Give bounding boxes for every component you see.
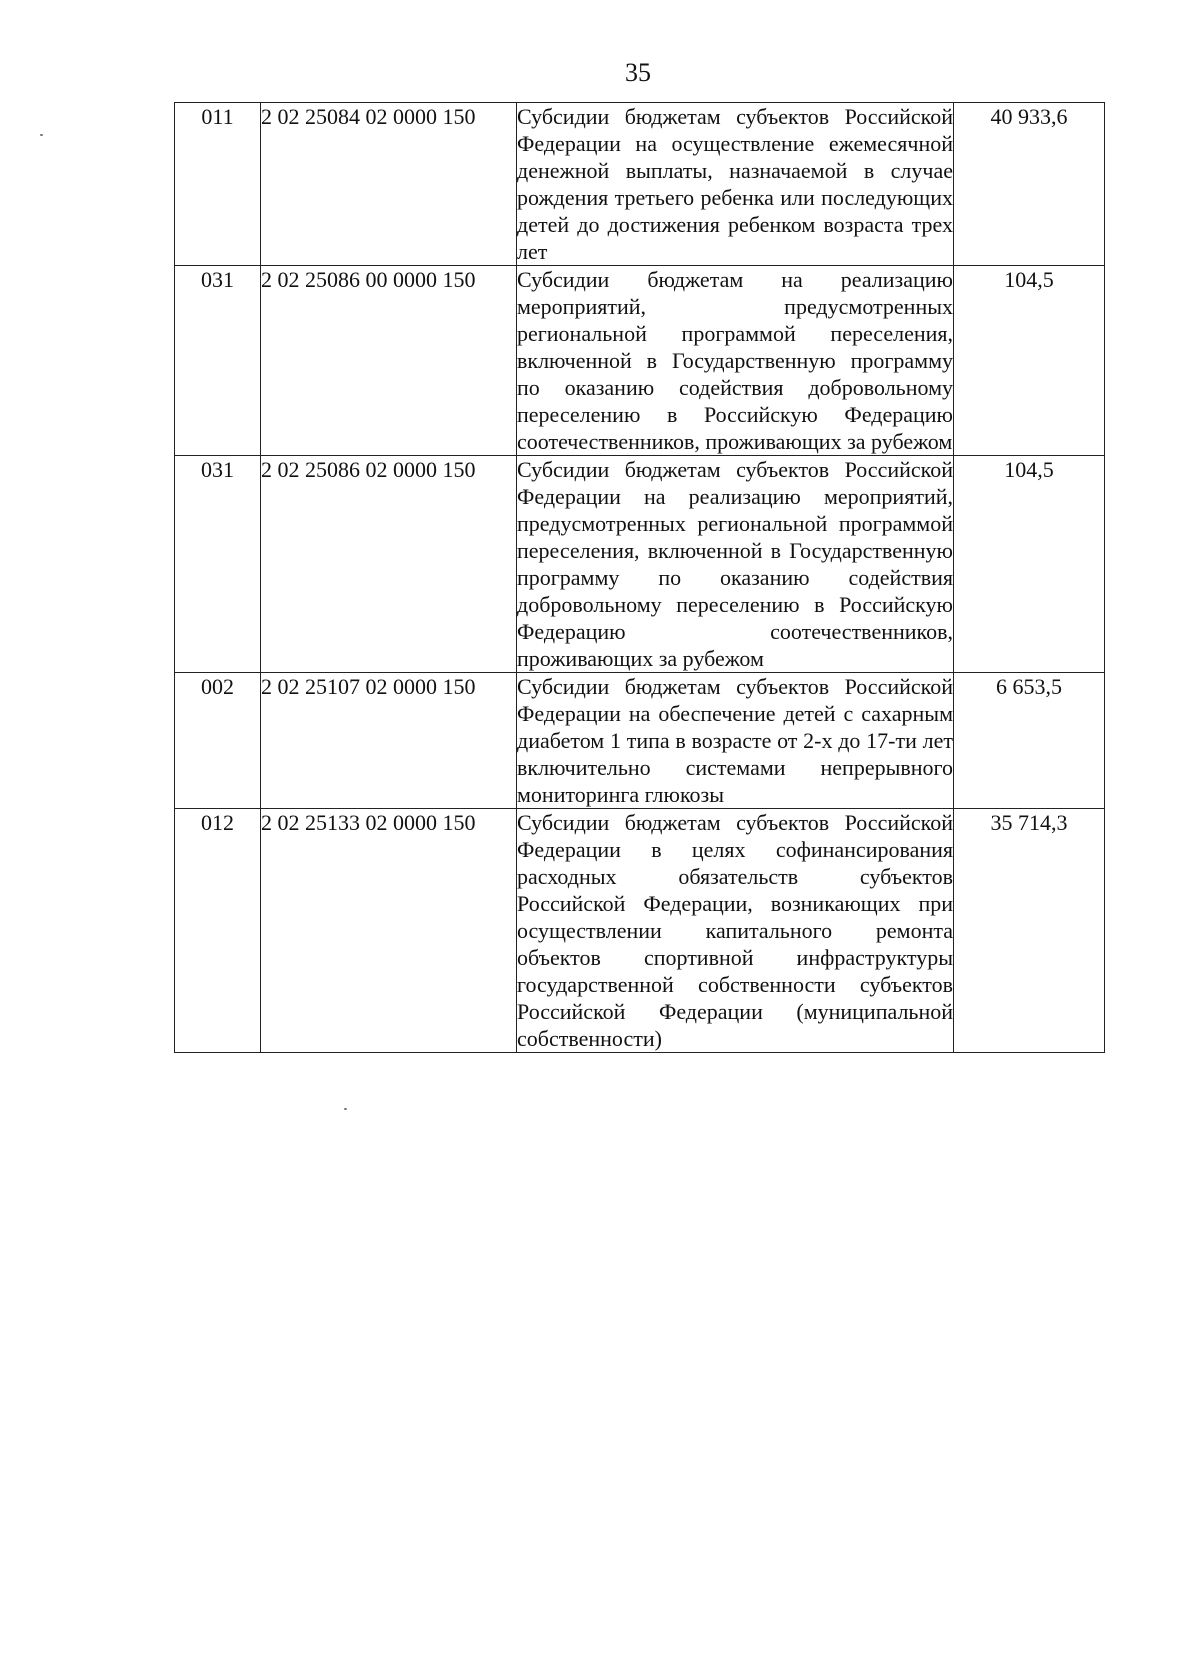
amount-cell: 35 714,3: [954, 809, 1105, 1053]
scan-speck: [40, 134, 43, 136]
classification-code-cell: 2 02 25133 02 0000 150: [261, 809, 517, 1053]
scan-speck: [344, 1108, 347, 1110]
amount-cell: 104,5: [954, 456, 1105, 673]
revenue-name-cell: Субсидии бюджетам на реализацию мероприятий, предусмотренных региональной программой переселения, включенной в Государственную программу по оказанию содействия добровольному переселению в Российскую Федерацию соотечественников, проживающих за рубежом: [517, 267, 953, 454]
budget-table: [174, 102, 1105, 1053]
table-row: [175, 103, 1105, 266]
revenue-name-cell: Субсидии бюджетам субъектов Российской Федерации на обеспечение детей с сахарным диабетом 1 типа в возрасте от 2-х до 17-ти лет включительно системами непрерывного мониторинга глюкозы: [517, 674, 953, 807]
table-row: [175, 673, 1105, 809]
amount-cell: 40 933,6: [954, 103, 1105, 266]
amount-cell: 104,5: [954, 266, 1105, 456]
admin-code-cell: 031: [175, 266, 261, 456]
admin-code-cell: 002: [175, 673, 261, 809]
revenue-name-cell: Субсидии бюджетам субъектов Российской Федерации в целях софинансирования расходных обязательств субъектов Российской Федерации, возникающих при осуществлении капитального ремонта объектов спортивной инфраструктуры государственной собственности субъектов Российской Федерации (муниципальной собственности): [517, 810, 953, 1051]
admin-code-cell: 012: [175, 809, 261, 1053]
classification-code-cell: 2 02 25107 02 0000 150: [261, 673, 517, 809]
page-number: 35: [625, 58, 651, 87]
admin-code-cell: 011: [175, 103, 261, 266]
classification-code-cell: 2 02 25086 00 0000 150: [261, 266, 517, 456]
table-row: [175, 266, 1105, 456]
table-row: [175, 809, 1105, 1053]
amount-cell: 6 653,5: [954, 673, 1105, 809]
classification-code-cell: 2 02 25086 02 0000 150: [261, 456, 517, 673]
table-row: [175, 456, 1105, 673]
admin-code-cell: 031: [175, 456, 261, 673]
revenue-name-cell: Субсидии бюджетам субъектов Российской Федерации на осуществление ежемесячной денежной выплаты, назначаемой в случае рождения третьего ребенка или последующих детей до достижения ребенком возраста трех лет: [517, 104, 953, 264]
classification-code-cell: 2 02 25084 02 0000 150: [261, 103, 517, 266]
revenue-name-cell: Субсидии бюджетам субъектов Российской Федерации на реализацию мероприятий, предусмотренных региональной программой переселения, включенной в Государственную программу по оказанию содействия добровольному переселению в Российскую Федерацию соотечественников, проживающих за рубежом: [517, 457, 953, 671]
